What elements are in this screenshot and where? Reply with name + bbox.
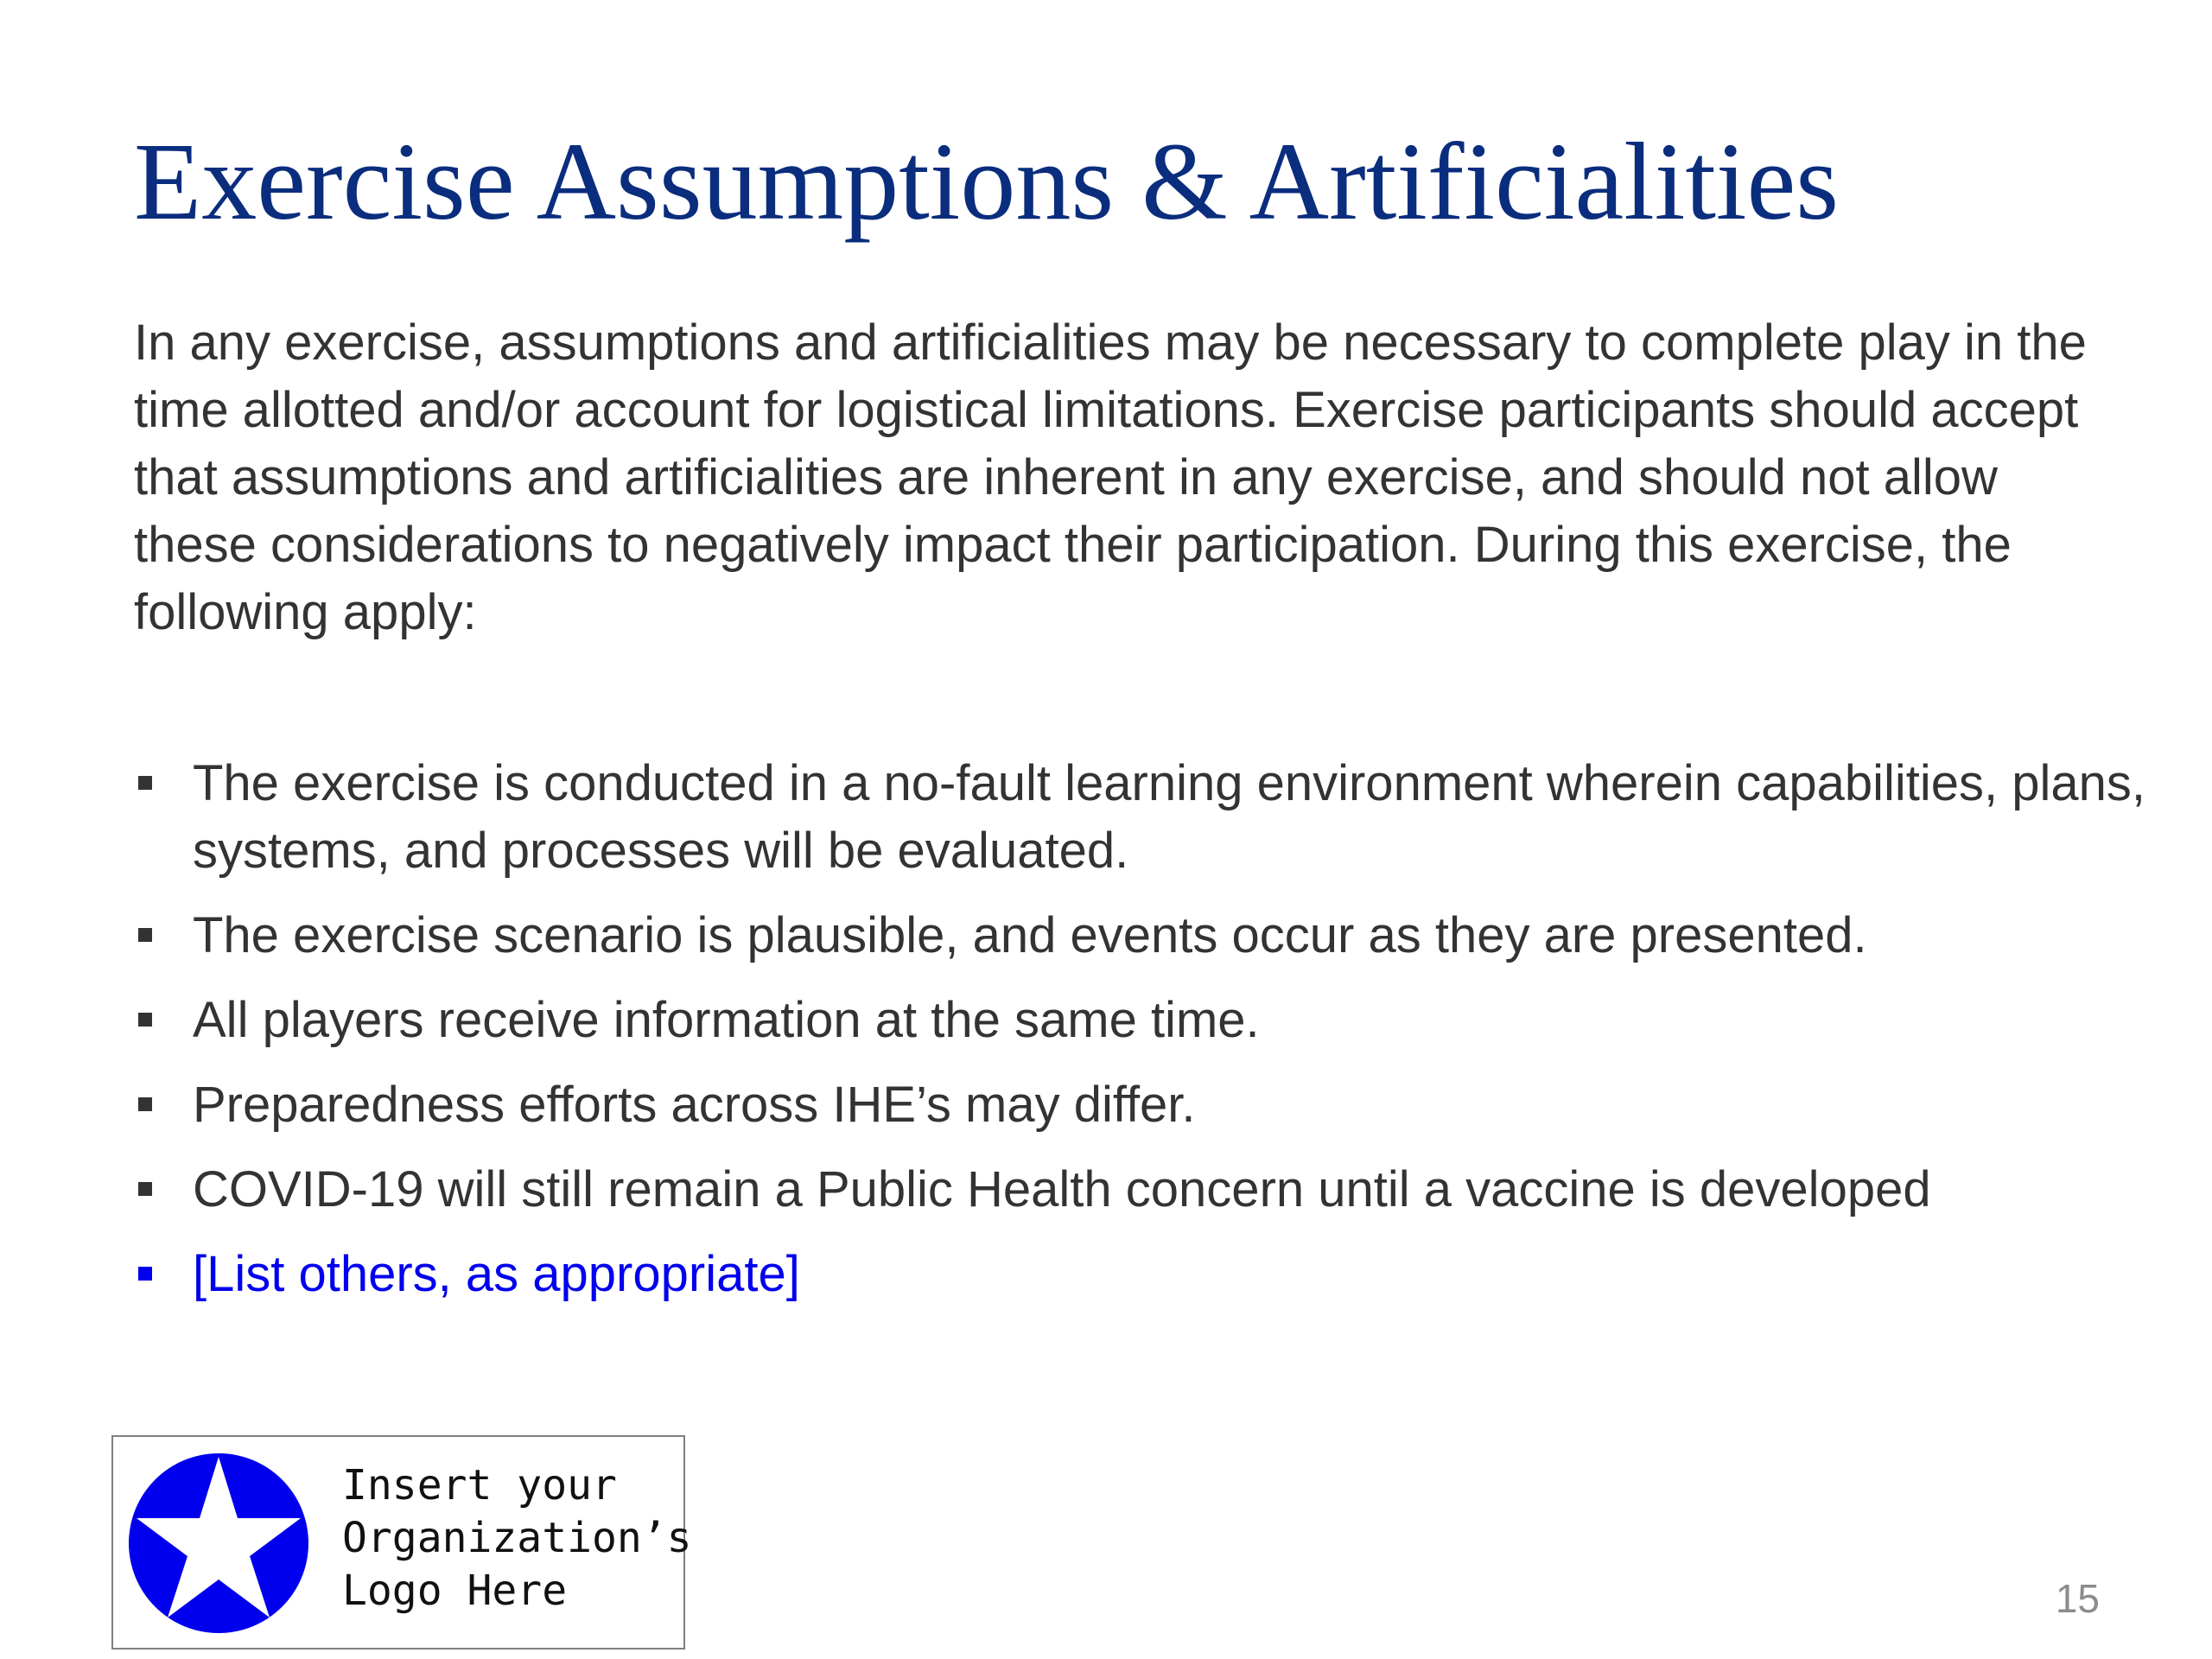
bullet-square-icon bbox=[138, 776, 152, 790]
list-item bbox=[134, 1156, 2164, 1224]
list-item-text: [List others, as appropriate] bbox=[193, 1246, 800, 1302]
list-item bbox=[134, 1071, 2164, 1139]
bullet-square-icon bbox=[138, 928, 152, 942]
bullet-square-icon bbox=[138, 1097, 152, 1111]
list-item-placeholder bbox=[134, 1241, 2164, 1308]
list-item-text: COVID-19 will still remain a Public Health concern until a vaccine is developed bbox=[193, 1161, 1931, 1217]
list-item-text: The exercise scenario is plausible, and events occur as they are presented. bbox=[193, 907, 1867, 963]
assumption-list bbox=[134, 750, 2164, 1325]
list-item bbox=[134, 987, 2164, 1054]
logo-caption-line: Organization’s bbox=[342, 1514, 692, 1562]
logo-placeholder bbox=[111, 1435, 692, 1649]
logo-caption-line: Insert your bbox=[342, 1461, 617, 1510]
bullet-square-icon bbox=[138, 1267, 152, 1281]
bullet-square-icon bbox=[138, 1182, 152, 1196]
intro-paragraph: In any exercise, assumptions and artificialities may be necessary to complete play in the time allotted and/or account for logistical limitations. Exercise participants should accept that assumptions and artificialities are inherent in any exercise, and should not allow these considerations to negatively impact their participation. During this exercise, the following apply: bbox=[134, 315, 2087, 640]
logo-caption bbox=[342, 1459, 692, 1618]
logo-caption-line: Logo Here bbox=[342, 1567, 568, 1615]
list-item bbox=[134, 750, 2164, 885]
list-item-text: All players receive information at the same time. bbox=[193, 992, 1260, 1048]
list-item-text: Preparedness efforts across IHE’s may differ. bbox=[193, 1077, 1196, 1133]
star-icon bbox=[127, 1452, 310, 1635]
page-number: 15 bbox=[2055, 1576, 2100, 1621]
slide-title: Exercise Assumptions & Artificialities bbox=[134, 120, 1840, 243]
list-item bbox=[134, 902, 2164, 969]
bullet-square-icon bbox=[138, 1013, 152, 1027]
list-item-text: The exercise is conducted in a no-fault learning environment wherein capabilities, plans, systems, and processes will be evaluated. bbox=[193, 755, 2146, 879]
